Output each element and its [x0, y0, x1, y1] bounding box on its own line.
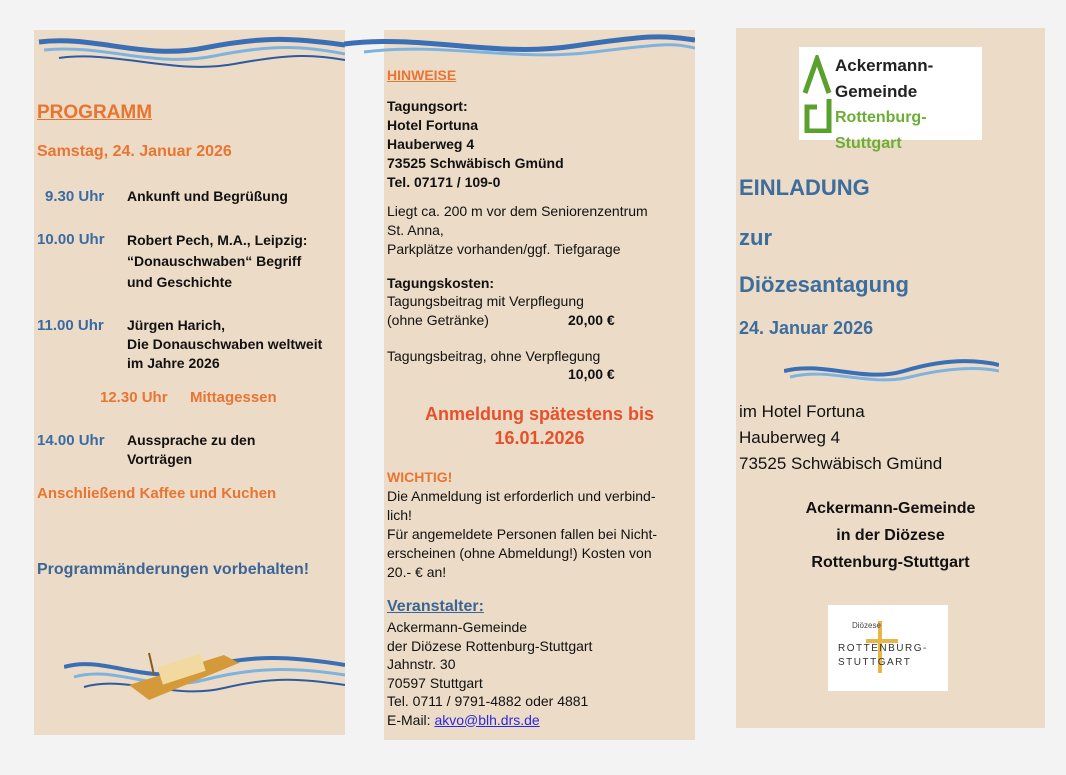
time-1100: 11.00 Uhr: [37, 317, 104, 334]
cost-with-meals: Tagungsbeitrag mit Verpflegung: [387, 293, 584, 309]
invitation-subtitle: Diözesantagung: [739, 272, 909, 297]
ackermann-logo: [799, 47, 982, 152]
wave-decoration: [34, 30, 345, 80]
logo-line-2: Gemeinde: [835, 82, 918, 101]
price-20: 20,00 €: [568, 312, 615, 328]
cover-panel: [736, 28, 1045, 728]
item-talk-1: Robert Pech, M.A., Leipzig: “Donauschwaben“ Begriff und Geschichte: [127, 232, 308, 290]
item-discussion: Aussprache zu den Vorträgen: [127, 432, 256, 467]
diocese-logo: [828, 605, 948, 691]
organizer-label: Veranstalter:: [387, 598, 484, 615]
invitation-zur: zur: [739, 225, 772, 250]
diocese-line-2: STUTTGART: [838, 657, 912, 668]
organizer-address: Ackermann-Gemeinde der Diözese Rottenburg-Stuttgart Jahnstr. 30 70597 Stuttgart Tel. 0711 / 9791-4882 oder 4881 E-Mail: akvo@blh.drs.de: [387, 619, 593, 728]
invitation-title: EINLADUNG: [739, 175, 870, 200]
registration-deadline: Anmeldung spätestens bis 16.01.2026: [424, 404, 655, 448]
cover-organizer: Ackermann-Gemeinde in der Diözese Rottenburg-Stuttgart: [805, 500, 976, 571]
cost-no-drinks: (ohne Getränke): [387, 312, 489, 328]
time-1000: 10.00 Uhr: [37, 231, 105, 248]
price-10: 10,00 €: [568, 366, 615, 382]
diocese-small: Diözese: [852, 621, 881, 630]
wave-decoration: [784, 353, 999, 389]
boat-illustration: [64, 625, 345, 705]
program-panel: [34, 30, 345, 735]
item-talk-2: Jürgen Harich, Die Donauschwaben weltweit im Jahre 2026: [127, 317, 323, 371]
info-panel: [384, 30, 695, 740]
diocese-line-1: ROTTENBURG-: [838, 643, 928, 654]
cover-date: 24. Januar 2026: [739, 318, 874, 338]
email-link[interactable]: akvo@blh.drs.de: [434, 711, 540, 728]
important-label: WICHTIG!: [387, 469, 453, 485]
wave-decoration: [344, 30, 695, 70]
logo-line-3: Rottenburg-Stuttgart: [835, 109, 927, 152]
venue-block: Tagungsort: Hotel Fortuna Hauberweg 4 73525 Schwäbisch Gmünd Tel. 07171 / 109-0: [387, 98, 564, 190]
program-title: PROGRAMM: [37, 102, 153, 123]
afterwards-text: Anschließend Kaffee und Kuchen: [37, 485, 277, 502]
notes-title: HINWEISE: [387, 67, 457, 83]
important-text: Die Anmeldung ist erforderlich und verbind- lich! Für angemeldete Personen fallen bei Nicht- erscheinen (ohne Abmeldung!) Kosten von 20.- € an!: [387, 488, 658, 580]
item-lunch: Mittagessen: [190, 389, 277, 406]
item-arrival: Ankunft und Begrüßung: [127, 188, 288, 204]
program-note: Programmänderungen vorbehalten!: [37, 561, 310, 578]
cover-place: im Hotel Fortuna Hauberweg 4 73525 Schwäbisch Gmünd: [739, 402, 943, 473]
cost-without-meals: Tagungsbeitrag, ohne Verpflegung: [387, 348, 601, 364]
logo-line-1: Ackermann-: [835, 56, 934, 75]
time-0930: 9.30 Uhr: [45, 188, 105, 205]
location-info: Liegt ca. 200 m vor dem Seniorenzentrum St. Anna, Parkplätze vorhanden/ggf. Tiefgarage: [387, 203, 648, 257]
program-date: Samstag, 24. Januar 2026: [37, 143, 232, 160]
time-1400: 14.00 Uhr: [37, 432, 105, 449]
ag-logo-icon: [803, 55, 833, 133]
email-label: E-Mail:: [387, 711, 435, 728]
time-1230: 12.30 Uhr: [100, 389, 168, 406]
costs-label: Tagungskosten:: [387, 275, 495, 291]
